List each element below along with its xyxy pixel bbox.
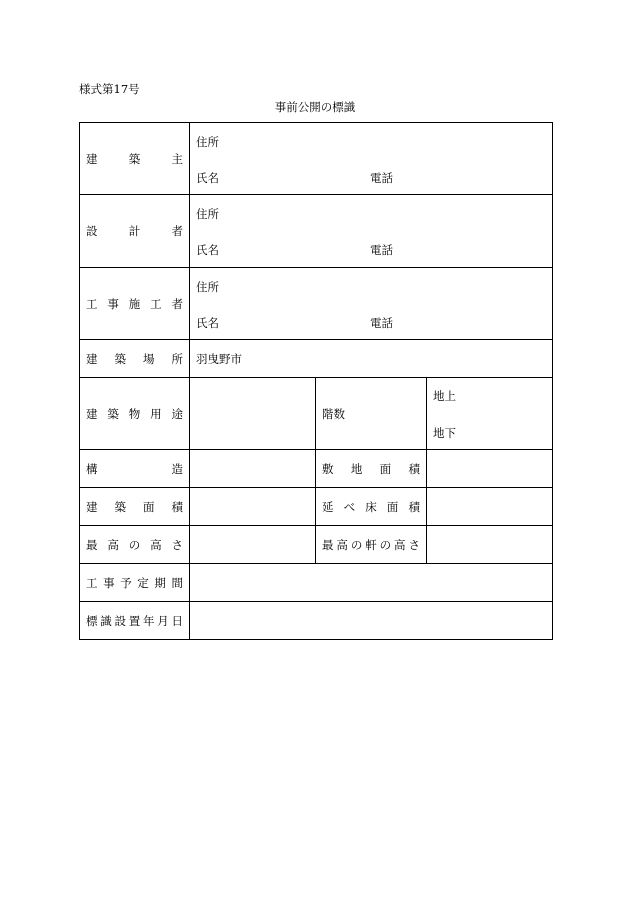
schedule-label: 工 事 予 定 期 間 <box>80 564 190 602</box>
structure-value[interactable] <box>190 450 316 488</box>
designer-name-label: 氏名 <box>196 243 219 257</box>
owner-info-cell[interactable] <box>190 123 553 195</box>
sign-date-label: 標 識 設 置 年 月 日 <box>80 602 190 640</box>
use-label: 建 築 物 用 途 <box>80 378 190 450</box>
building-area-label: 建 築 面 積 <box>80 488 190 526</box>
contractor-row <box>80 268 553 340</box>
building-area-value[interactable] <box>190 488 316 526</box>
sign-date-value[interactable] <box>190 602 553 640</box>
owner-phone-label: 電話 <box>370 171 393 185</box>
site-area-value[interactable] <box>427 450 553 488</box>
use-value[interactable] <box>190 378 316 450</box>
site-row <box>80 340 553 378</box>
building-area-row <box>80 488 553 526</box>
owner-row <box>80 123 553 195</box>
sign-date-row <box>80 602 553 640</box>
floors-value[interactable] <box>427 378 553 450</box>
below-ground-label: 地下 <box>433 426 456 440</box>
contractor-label: 工 事 施 工 者 <box>80 268 190 340</box>
use-row <box>80 378 553 450</box>
eaves-height-label: 最 高 の 軒 の 高 さ <box>316 526 427 564</box>
above-ground-label: 地上 <box>433 389 456 403</box>
contractor-name-label: 氏名 <box>196 316 219 330</box>
floor-area-value[interactable] <box>427 488 553 526</box>
max-height-value[interactable] <box>190 526 316 564</box>
height-row <box>80 526 553 564</box>
designer-info-cell[interactable] <box>190 195 553 268</box>
max-height-label: 最 高 の 高 さ <box>80 526 190 564</box>
sign-table <box>79 122 553 640</box>
document-title: 事前公開の標識 <box>274 100 356 114</box>
schedule-value[interactable] <box>190 564 553 602</box>
floors-label: 階数 <box>316 378 427 450</box>
form-number: 様式第17号 <box>79 82 140 96</box>
designer-phone-label: 電話 <box>370 243 393 257</box>
site-area-label: 敷 地 面 積 <box>316 450 427 488</box>
site-label: 建 築 場 所 <box>80 340 190 378</box>
floor-area-label: 延 べ 床 面 積 <box>316 488 427 526</box>
designer-address-label: 住所 <box>196 207 219 221</box>
owner-name-label: 氏名 <box>196 171 219 185</box>
site-value[interactable]: 羽曳野市 <box>190 340 553 378</box>
contractor-address-label: 住所 <box>196 280 219 294</box>
structure-label: 構 造 <box>80 450 190 488</box>
contractor-info-cell[interactable] <box>190 268 553 340</box>
owner-address-label: 住所 <box>196 135 219 149</box>
eaves-height-value[interactable] <box>427 526 553 564</box>
structure-row <box>80 450 553 488</box>
designer-label: 設 計 者 <box>80 195 190 268</box>
owner-label: 建 築 主 <box>80 123 190 195</box>
designer-row <box>80 195 553 268</box>
schedule-row <box>80 564 553 602</box>
contractor-phone-label: 電話 <box>370 316 393 330</box>
